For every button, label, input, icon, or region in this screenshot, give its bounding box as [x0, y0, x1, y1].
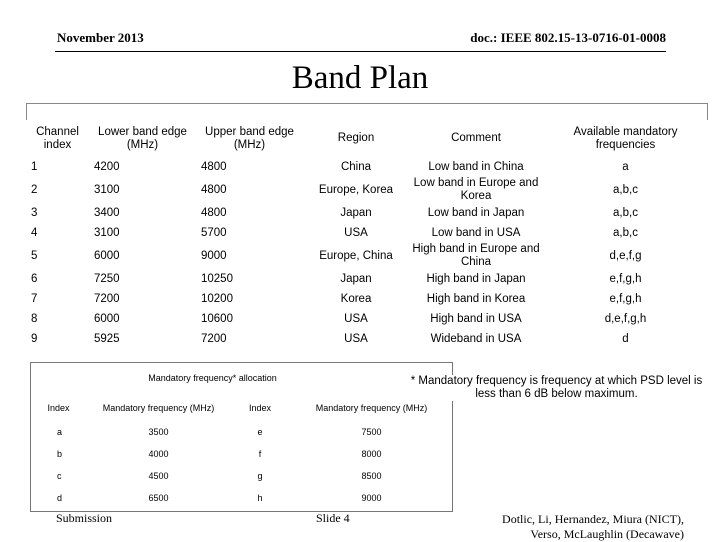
table-cell: High band in Korea: [426, 292, 526, 305]
table-cell: a,b,c: [613, 206, 638, 219]
table-cell: High band in Japan: [426, 272, 526, 285]
table-cell: a,b,c: [613, 183, 638, 196]
table-cell: 6500: [148, 493, 169, 503]
table-row: [26, 157, 708, 177]
table-row: [30, 443, 453, 465]
table-cell: 9000: [361, 493, 382, 503]
table-cell: Japan: [340, 206, 372, 219]
table-cell: 5: [31, 249, 38, 262]
table-row: [26, 289, 708, 309]
table-cell: 6000: [94, 249, 120, 262]
table-row: [26, 223, 708, 243]
table-cell: 8000: [361, 449, 382, 459]
table-row: [26, 269, 708, 289]
table-cell: d,e,f,g,h: [604, 312, 647, 325]
table-cell: 1: [31, 160, 38, 173]
footer-submission: Submission: [56, 511, 113, 525]
table-cell: a,b,c: [613, 226, 638, 239]
table-cell: Korea: [340, 292, 372, 305]
table-cell: 3100: [94, 183, 120, 196]
table-cell: h: [257, 493, 263, 503]
table-row: [30, 487, 453, 509]
column-header: Mandatory frequency (MHz): [102, 402, 215, 413]
table-row: [26, 203, 708, 223]
table-row: [26, 329, 708, 349]
table-row: [30, 421, 453, 443]
table-cell: d: [622, 332, 629, 345]
band-table-header-row: [26, 120, 708, 157]
column-header: Lower band edge (MHz): [98, 125, 187, 151]
table-cell: 4: [31, 226, 38, 239]
column-header: Available mandatory frequencies: [573, 125, 678, 151]
table-cell: USA: [344, 312, 368, 325]
table-row: [30, 465, 453, 487]
table-cell: USA: [344, 332, 368, 345]
table-cell: d: [57, 493, 63, 503]
table-cell: a: [57, 427, 63, 437]
table-cell: Low band in USA: [431, 226, 521, 239]
table-cell: 8: [31, 312, 38, 325]
table-cell: 4800: [201, 183, 227, 196]
table-cell: 3: [31, 206, 38, 219]
footer-authors-line: Dotlic, Li, Hernandez, Miura (NICT),: [502, 512, 684, 526]
header-date: November 2013: [57, 30, 144, 45]
table-cell: e,f,g,h: [609, 272, 642, 285]
table-cell: 4800: [201, 160, 227, 173]
table-cell: 9000: [201, 249, 227, 262]
table-top-strip: [26, 103, 708, 120]
table-cell: Wideband in USA: [430, 332, 522, 345]
table-cell: d,e,f,g: [609, 249, 642, 262]
table-row: [26, 309, 708, 329]
column-header: Upper band edge (MHz): [205, 125, 294, 151]
table-cell: 8500: [361, 471, 382, 481]
table-cell: 5700: [201, 226, 227, 239]
table-cell: 7: [31, 292, 38, 305]
table-cell: Europe, Korea: [318, 183, 394, 196]
table-cell: 4800: [201, 206, 227, 219]
table-cell: 6000: [94, 312, 120, 325]
table-cell: a: [622, 160, 629, 173]
table-cell: 4000: [148, 449, 169, 459]
table-cell: 7500: [361, 427, 382, 437]
footer-slide-number: Slide 4: [316, 511, 350, 525]
table-cell: 3100: [94, 226, 120, 239]
table-cell: g: [257, 471, 263, 481]
slide-title: Band Plan: [291, 60, 429, 96]
column-header: Index: [47, 402, 70, 413]
table-cell: 5925: [94, 332, 120, 345]
table-cell: High band in USA: [430, 312, 522, 325]
mandatory-frequency-table: [30, 362, 453, 509]
table-cell: 3500: [148, 427, 169, 437]
table-cell: c: [57, 471, 62, 481]
table-cell: USA: [344, 226, 368, 239]
table-cell: Europe, China: [319, 249, 393, 262]
column-header: Channel index: [36, 125, 79, 151]
column-header: Index: [248, 402, 272, 413]
header-doc-id: doc.: IEEE 802.15-13-0716-01-0008: [470, 30, 666, 45]
column-header: Region: [337, 132, 375, 144]
header-divider: [55, 51, 666, 52]
table-cell: 10600: [201, 312, 233, 325]
table-cell: e: [257, 427, 263, 437]
table-cell: Low band in Europe and Korea: [413, 177, 539, 202]
table-cell: b: [57, 449, 63, 459]
table-cell: 4200: [94, 160, 120, 173]
table-cell: Low band in Japan: [427, 206, 525, 219]
mandatory-table-caption: Mandatory frequency* allocation: [148, 373, 277, 383]
table-cell: f: [258, 449, 262, 459]
table-cell: 9: [31, 332, 38, 345]
table-cell: 4500: [148, 471, 169, 481]
band-plan-table: [26, 120, 708, 349]
table-cell: 7250: [94, 272, 120, 285]
table-cell: Low band in China: [428, 160, 524, 173]
table-cell: 3400: [94, 206, 120, 219]
table-cell: 7200: [94, 292, 120, 305]
column-header: Mandatory frequency (MHz): [315, 402, 428, 413]
table-cell: e,f,g,h: [609, 292, 642, 305]
table-cell: Japan: [340, 272, 372, 285]
table-cell: 7200: [201, 332, 227, 345]
footer-authors-line: Verso, McLaughlin (Decawave): [530, 527, 684, 541]
table-cell: 2: [31, 183, 38, 196]
table-cell: China: [340, 160, 372, 173]
table-row: [26, 243, 708, 269]
table-cell: High band in Europe and China: [412, 243, 540, 268]
table-row: [26, 177, 708, 203]
footer-authors: [502, 512, 684, 542]
mandatory-header-row: [30, 394, 453, 421]
table-cell: 6: [31, 272, 38, 285]
mandatory-caption-row: [30, 362, 453, 394]
table-cell: 10200: [201, 292, 233, 305]
table-cell: 10250: [201, 272, 233, 285]
column-header: Comment: [451, 132, 501, 144]
footnote-mandatory-frequency: * Mandatory frequency is frequency at which PSD level is less than 6 dB below maximum.: [399, 375, 714, 401]
